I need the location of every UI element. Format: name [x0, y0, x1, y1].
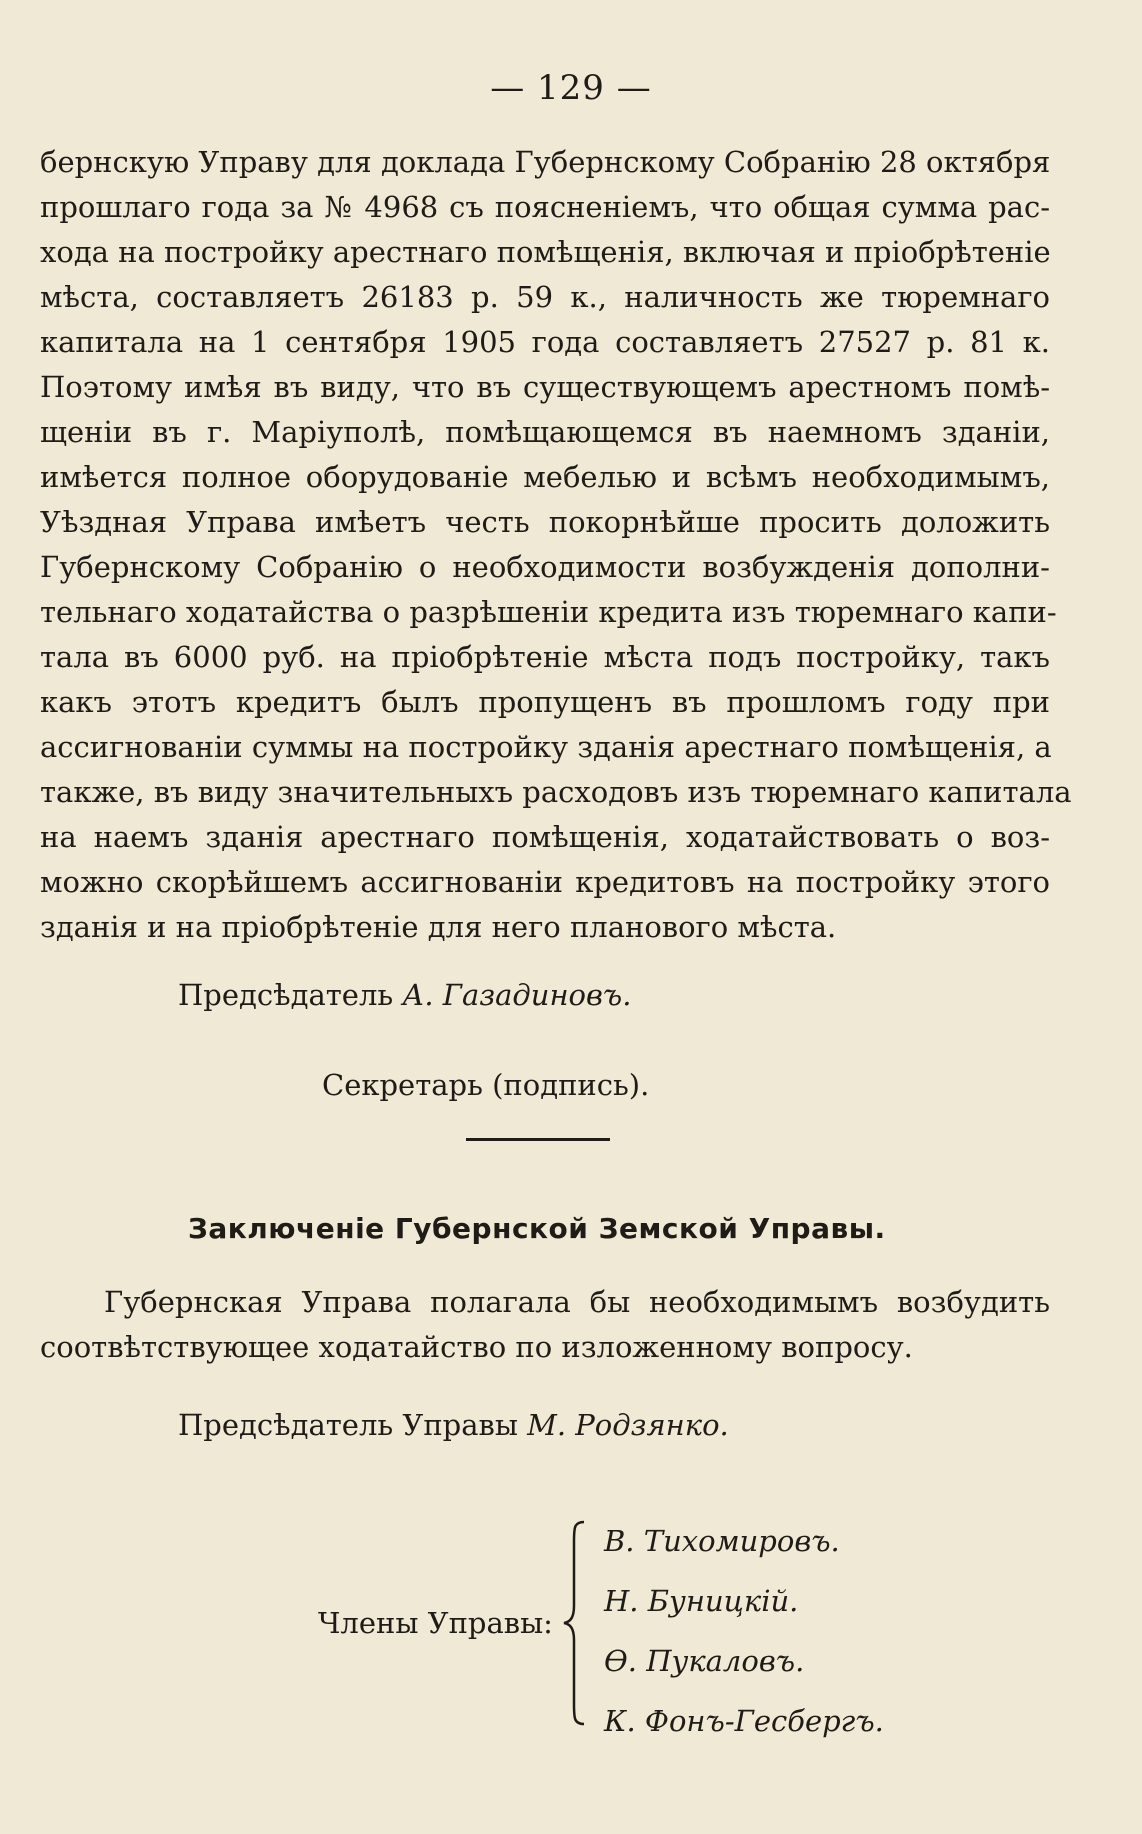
chairman-signature	[178, 978, 631, 1012]
section-divider	[466, 1138, 610, 1141]
conclusion-paragraph	[40, 1280, 1050, 1370]
members-list	[604, 1518, 884, 1758]
member-name: К. Фонъ-Гесбергъ.	[604, 1704, 884, 1738]
body-line: тала въ 6000 руб. на пріобрѣтеніе мѣста подъ постройку, такъ	[40, 640, 1050, 674]
member-name: Н. Буницкій.	[604, 1584, 799, 1618]
conclusion-heading: Заключеніе Губернской Земской Управы.	[188, 1212, 886, 1245]
body-line: капитала на 1 сентября 1905 года составляетъ 27527 р. 81 к.	[40, 325, 1050, 359]
body-line: мѣста, составляетъ 26183 р. 59 к., наличность же тюремнаго	[40, 280, 1050, 314]
page-number: — 129 —	[490, 68, 652, 108]
board-chairman-signature	[178, 1408, 729, 1442]
body-line: бернскую Управу для доклада Губернскому Собранію 28 октября	[40, 145, 1051, 179]
body-paragraph	[40, 140, 1072, 950]
body-line: на наемъ зданія арестнаго помѣщенія, ходатайствовать о воз-	[40, 820, 1050, 854]
body-line: Поэтому имѣя въ виду, что въ существующемъ арестномъ помѣ-	[40, 370, 1050, 404]
secretary-signature: Секретарь (подпись).	[322, 1068, 650, 1102]
body-line: Уѣздная Управа имѣетъ честь покорнѣйше просить доложить	[40, 505, 1050, 539]
conclusion-line: Губернская Управа полагала бы необходимымъ возбудить	[104, 1285, 1050, 1319]
body-line: также, въ виду значительныхъ расходовъ изъ тюремнаго капитала	[40, 775, 1072, 809]
chairman-name: А. Газадиновъ.	[402, 978, 632, 1012]
curly-brace	[560, 1518, 590, 1728]
body-line: тельнаго ходатайства о разрѣшеніи кредита изъ тюремнаго капи-	[40, 595, 1057, 629]
member-name: В. Тихомировъ.	[604, 1524, 840, 1558]
body-line: Губернскому Собранію о необходимости возбужденія дополни-	[40, 550, 1050, 584]
board-chairman-name: М. Родзянко.	[527, 1408, 729, 1442]
conclusion-line: соотвѣтствующее ходатайство по изложенному вопросу.	[40, 1330, 913, 1364]
body-line: какъ этотъ кредитъ былъ пропущенъ въ прошломъ году при	[40, 685, 1050, 719]
body-line: прошлаго года за № 4968 съ поясненіемъ, что общая сумма рас-	[40, 190, 1050, 224]
body-line: хода на постройку арестнаго помѣщенія, включая и пріобрѣтеніе	[40, 235, 1051, 269]
body-line: ассигнованіи суммы на постройку зданія арестнаго помѣщенія, а	[40, 730, 1052, 764]
body-line: щеніи въ г. Маріуполѣ, помѣщающемся въ наемномъ зданіи,	[40, 415, 1050, 449]
chairman-label: Предсѣдатель	[178, 978, 394, 1012]
body-line: зданія и на пріобрѣтеніе для него планового мѣста.	[40, 910, 837, 944]
board-chairman-label: Предсѣдатель Управы	[178, 1408, 518, 1442]
body-line: можно скорѣйшемъ ассигнованіи кредитовъ на постройку этого	[40, 865, 1050, 899]
body-line: имѣется полное оборудованіе мебелью и всѣмъ необходимымъ,	[40, 460, 1050, 494]
members-label: Члены Управы:	[318, 1606, 553, 1640]
member-name: Ѳ. Пукаловъ.	[604, 1644, 805, 1678]
